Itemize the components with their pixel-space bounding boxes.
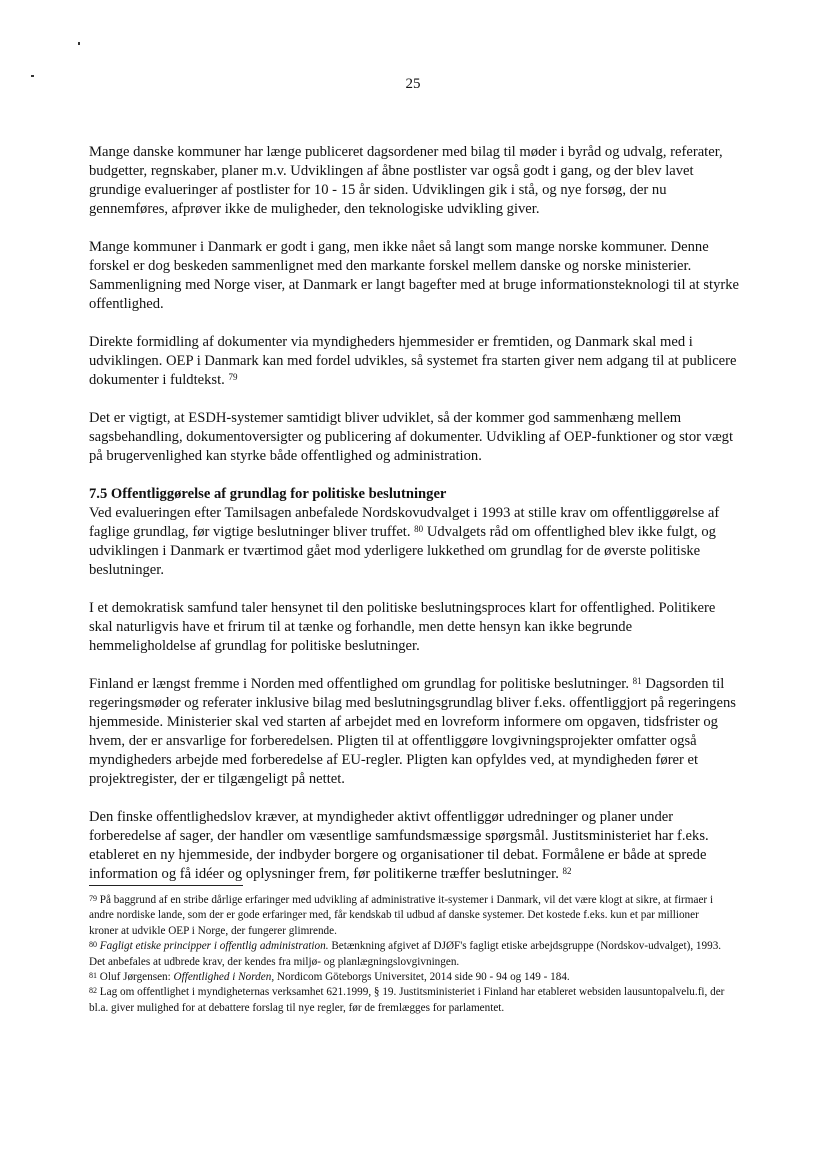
- footnote-reference: 80: [414, 524, 424, 534]
- footnote: [89, 985, 729, 1016]
- paragraph-text: Udvalgets råd om offentlighed blev ikke fulgt, og udviklingen i Danmark er tværtimod gået mod yderligere lukkethed om grundlag for de øverste politiske beslutninger.: [89, 524, 716, 578]
- footnote: [89, 970, 729, 985]
- paragraph-text: Den finske offentlighedslov kræver, at myndigheder aktivt offentliggør udredninger og planer under forberedelse af sager, der handler om væsentlige samfundsmæssige spørgsmål. Justitsministeriet har f.eks. etableret en ny hjemmeside, der indbyder borgere og organisationer til debat. Formålene er både at sprede information og få idéer og oplysninger frem, før politikerne træffer beslutninger.: [89, 809, 709, 882]
- paragraph: I et demokratisk samfund taler hensynet til den politiske beslutningsproces klart for offentlighed. Politikere skal naturligvis have et frirum til at tænke og forhandle, men dette hensyn kan ikke begrunde hemmeligholdelse af grundlag for politiske beslutninger.: [89, 600, 716, 654]
- page-number: 25: [405, 76, 421, 92]
- paragraph-text: Direkte formidling af dokumenter via myndigheders hjemmesider er fremtiden, og Danmark skal med i udviklingen. OEP i Danmark kan med fordel udvikles, så systemet fra starten giver nem adgang til at publicere dokumenter i fuldtekst.: [89, 334, 737, 388]
- paragraph-text: Dagsorden til regeringsmøder og referater inklusive bilag med beslutningsgrundlag bliver f.eks. offentliggjort på regeringens hjemmeside. Ministerier skal ved starten af arbejdet med en lovreform informere om opgaven, tidsfrister og hvem, der er ansvarlige for forberedelsen. Pligten til at offentliggøre lovgivningsprojekter omfatter også myndigheders arbejde med forberedelse af EU-regler. Pligten kan opfyldes ved, at myndigheden fører et projektregister, der er tilgængeligt på nettet.: [89, 676, 736, 787]
- paragraph: [89, 485, 739, 580]
- section-heading: 7.5 Offentliggørelse af grundlag for politiske beslutninger: [89, 486, 447, 502]
- footnotes: [89, 893, 729, 1016]
- footnote-title: Fagligt etiske principper i offentlig administration.: [99, 940, 329, 953]
- footnote-text: Nordicom Göteborgs Universitet, 2014 side 90 - 94 og 149 - 184.: [274, 971, 570, 984]
- footnote-text: På baggrund af en stribe dårlige erfaringer med udvikling af administrative it-systemer i Danmark, vil det være klogt at sikre, at firmaer i andre nordiske lande, som der er gode erfaringer med, får kendskab til udbud af danske systemer. Det kostede f.eks. kun et par millioner kroner at udvikle OEP i Norge, der fungerer glimrende.: [89, 894, 714, 937]
- footnote: [89, 939, 729, 970]
- paragraph: [89, 675, 739, 789]
- footnote-reference: 79: [228, 372, 238, 382]
- paragraph: [89, 808, 739, 884]
- footnote-number: 82: [89, 986, 97, 996]
- footnote-title: Offentlighed i Norden,: [173, 971, 275, 984]
- scan-speck: [78, 42, 80, 45]
- paragraph: Mange kommuner i Danmark er godt i gang, men ikke nået så langt som mange norske kommuner. Denne forskel er dog beskeden sammenlignet med den markante forskel mellem danske og norske ministerier. Sammenligning med Norge viser, at Danmark er langt bagefter med at bruge informationsteknologi til at styrke offentlighed.: [89, 239, 740, 312]
- footnote-text: Lag om offentlighet i myndigheternas verksamhet 621.1999, § 19. Justitsministeriet i Finland har etableret websiden lausuntopalvelu.fi, der bl.a. giver mulighed for at debattere forslag til nye regler, før de fremlægges for parlamentet.: [89, 986, 725, 1014]
- footnote-reference: 82: [562, 866, 572, 876]
- footnote-divider: [89, 885, 243, 886]
- footnote-reference: 81: [632, 676, 642, 686]
- footnote-text: Betænkning afgivet af DJØF's fagligt etiske arbejdsgruppe (Nordskov-udvalget), 1993. Det anbefales at udbrede krav, der kendes fra miljø- og planlægningslovgivningen.: [89, 940, 722, 968]
- footnote-number: 79: [89, 894, 97, 903]
- paragraph-text: Finland er længst fremme i Norden med offentlighed om grundlag for politiske beslutninger.: [89, 676, 630, 692]
- footnote: [89, 893, 729, 939]
- footnote-number: 80: [89, 940, 97, 950]
- paragraph-text: Ved evalueringen efter Tamilsagen anbefalede Nordskovudvalget i 1993 at stille krav om offentliggørelse af faglige grundlag, før vigtige beslutninger bliver truffet.: [89, 505, 720, 540]
- footnote-text: Oluf Jørgensen:: [97, 971, 174, 984]
- footnote-number: 81: [89, 971, 97, 981]
- paragraph: Mange danske kommuner har længe publiceret dagsordener med bilag til møder i byråd og udvalg, referater, budgetter, regnskaber, planer m.v. Udviklingen af åbne postlister var også godt i gang, og der blev lavet grundige evalueringer af postlister for 10 - 15 år siden. Udviklingen gik i stå, og nye forsøg, der nu gennemføres, afprøver ikke de muligheder, den teknologiske udvikling giver.: [89, 144, 723, 217]
- body-text: [89, 143, 739, 903]
- paragraph: [89, 333, 739, 390]
- paragraph: Det er vigtigt, at ESDH-systemer samtidigt bliver udviklet, så der kommer god sammenhæng mellem sagsbehandling, dokumentoversigter og publicering af dokumenter. Udvikling af OEP-funktioner og stor vægt på brugervenlighed kan styrke både offentlighed og administration.: [89, 410, 734, 464]
